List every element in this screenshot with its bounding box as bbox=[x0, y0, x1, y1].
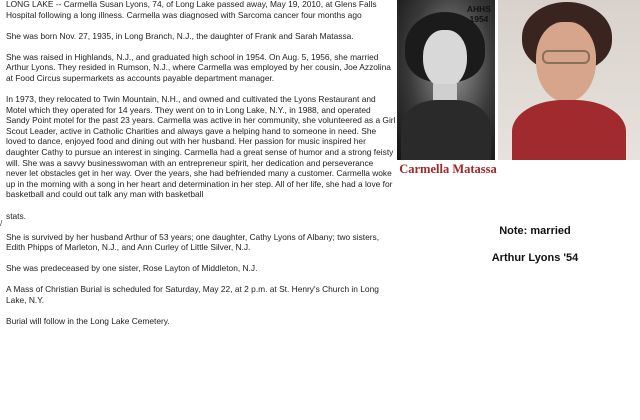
photo-1954 bbox=[397, 0, 495, 160]
photo-badge bbox=[467, 4, 491, 24]
photo-recent bbox=[498, 0, 640, 160]
paragraph-mass: A Mass of Christian Burial is scheduled for Saturday, May 22, at 2 p.m. at St. Henry's Church in Long Lake, N.Y. bbox=[6, 284, 379, 305]
paragraph-stats: stats. bbox=[6, 210, 27, 221]
marriage-note bbox=[430, 218, 640, 272]
badge-school: AHHS bbox=[466, 4, 491, 14]
paragraph-born: She was born Nov. 27, 1935, in Long Branch, N.J., the daughter of Frank and Sarah Matassa. bbox=[6, 30, 354, 41]
photo-face bbox=[423, 30, 467, 88]
paragraph-burial: Burial will follow in the Long Lake Cemetery. bbox=[6, 316, 170, 327]
paragraph-survived: She is survived by her husband Arthur of 53 years; one daughter, Cathy Lyons of Albany; two sisters, Edith Phipps of Marleton, N.J., and Ann Curley of Little Silver, N.J. bbox=[6, 231, 380, 253]
photo-caption: Carmella Matassa bbox=[399, 162, 497, 176]
margin-mark: / bbox=[0, 219, 3, 228]
note-line-2: Arthur Lyons '54 bbox=[491, 252, 579, 264]
photo-body bbox=[512, 100, 626, 160]
paragraph-career: In 1973, they relocated to Twin Mountain, N.H., and owned and cultivated the Lyons Restaurant and Motel which they operated for 14 years. They went on to in Long Lake, N.Y., in 1988, and operated Sandy Point motel for the past 23 years. Carmella was active in her community, she volunteered as a Girl Scout Leader, active in Catholic Charities and always gave a helping hand to someone in need. She loved to dance, enjoyed food and dining out with her husband. Her passion for music inspired her daughter Cathy to pursue an interest in singing. Carmella had a great sense of humor and a strong feisty will. She was a savvy businesswoman with an entrepreneur spirit, her dedication and perseverance never let obstacles get in her way. Over the years, she had befriended many a customer. Carmella woke up in the morning with a song in her heart and determination in her step. All of her life, she had a love for basketball and could out talk any man with basketball bbox=[6, 94, 396, 200]
paragraph-intro: LONG LAKE -- Carmella Susan Lyons, 74, of Long Lake passed away, May 19, 2010, at Glens Falls Hospital following a long illness. Carmella was diagnosed with Sarcoma cancer four months ago bbox=[6, 0, 377, 20]
paragraph-predeceased: She was predeceased by one sister, Rose Layton of Middleton, N.J. bbox=[6, 263, 258, 274]
photo-dress bbox=[401, 100, 491, 160]
obituary-article bbox=[6, 0, 396, 327]
paragraph-raised: She was raised in Highlands, N.J., and graduated high school in 1954. On Aug. 5, 1956, she married Arthur Lyons. They resided in Rumson, N.J., where Carmella was employed by her cousin, Joe Azzolina at Food Circus supermarkets as accounts payable department manager. bbox=[6, 51, 391, 83]
glasses-icon bbox=[542, 50, 590, 64]
note-line-1: Note: married bbox=[499, 225, 571, 237]
badge-year: 1954 bbox=[469, 14, 489, 24]
